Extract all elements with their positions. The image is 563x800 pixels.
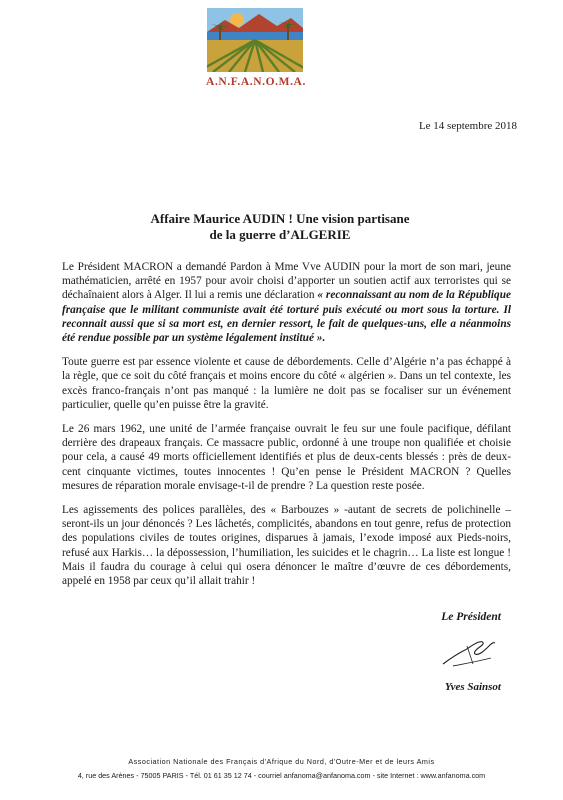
anfanoma-logo: [207, 8, 303, 72]
letter-body: [62, 260, 511, 598]
paragraph-1: [62, 260, 511, 345]
handwritten-signature: [439, 634, 499, 672]
signatory-role: Le Président: [441, 611, 501, 623]
paragraph-2: Toute guerre est par essence violente et cause de débordements. Celle d’Algérie n’a pas échappé à la règle, que ce soit du côté français et moins encore du côté « algérien ». Dans un tel contexte, les excès franco-français n’ont pas manqué : la lumière ne doit pas se focaliser sur un événement particulier, quelle qu’en puisse être la gravité.: [62, 356, 511, 411]
organization-acronym: A.N.F.A.N.O.M.A.: [206, 76, 306, 88]
title-line-1: Affaire Maurice AUDIN ! Une vision partisane: [150, 211, 410, 226]
paragraph-1-quote: « reconnaissant au nom de la République française que le militant communiste avait été torturé puis exécuté ou mort sous la torture. Il reconnait aussi que si sa mort est, en dernier ressort, le fait de quelques-uns, elle a néanmoins été rendue possible par un système légalement institué ».: [62, 289, 511, 345]
footer-contact-line: 4, rue des Arènes - 75005 PARIS - Tél. 01 61 35 12 74 - courriel anfanoma@anfanoma.com - site Internet : www.anfanoma.com: [77, 771, 486, 780]
paragraph-1-text: Le Président MACRON a demandé Pardon à Mme Vve AUDIN pour la mort de son mari, jeune mathématicien, arrêté en 1957 pour avoir choisi d’apporter un soutien actif aux terroristes qui se déchaînaient alors à Alger. Il lui a remis une déclaration: [62, 261, 511, 302]
letter-title: [60, 211, 500, 243]
paragraph-3: Le 26 mars 1962, une unité de l’armée française ouvrait le feu sur une foule pacifique, défilant derrière des drapeaux français. Ce massacre public, ordonné à une troupe non qualifiée et choisie pour cela, a causé 49 morts officiellement identifiés et plus de deux-cents blessés : près de deux-cent cinquante victimes, toutes innocentes ! Qu’en pense le Président MACRON ? Quelles mesures de réparation morale envisage-t-il de prendre ? La question reste posée.: [62, 423, 511, 492]
letter-date: Le 14 septembre 2018: [418, 120, 517, 132]
title-line-2: de la guerre d’ALGERIE: [209, 227, 351, 242]
paragraph-4: Les agissements des polices parallèles, des « Barbouzes » -autant de secrets de polichinelle – seront-ils un jour dénoncés ? Les lâchetés, complicités, abandons en tout genre, refus de protection des populations civiles de toutes origines, disparues à jamais, l’exode imposé aux Pieds-noirs, refusé aux Harkis… la dépossession, l’humiliation, les suicides et le chagrin… La liste est longue ! Mais il faudra du courage à celui qui osera dénoncer le maître d’œuvre de ces débordements, appelé en 1958 par ceux qu’il allait trahir !: [62, 504, 511, 588]
signatory-name: Yves Sainsot: [444, 681, 501, 693]
footer-association-name: Association Nationale des Français d'Afrique du Nord, d'Outre-Mer et de leurs Amis: [128, 757, 435, 766]
